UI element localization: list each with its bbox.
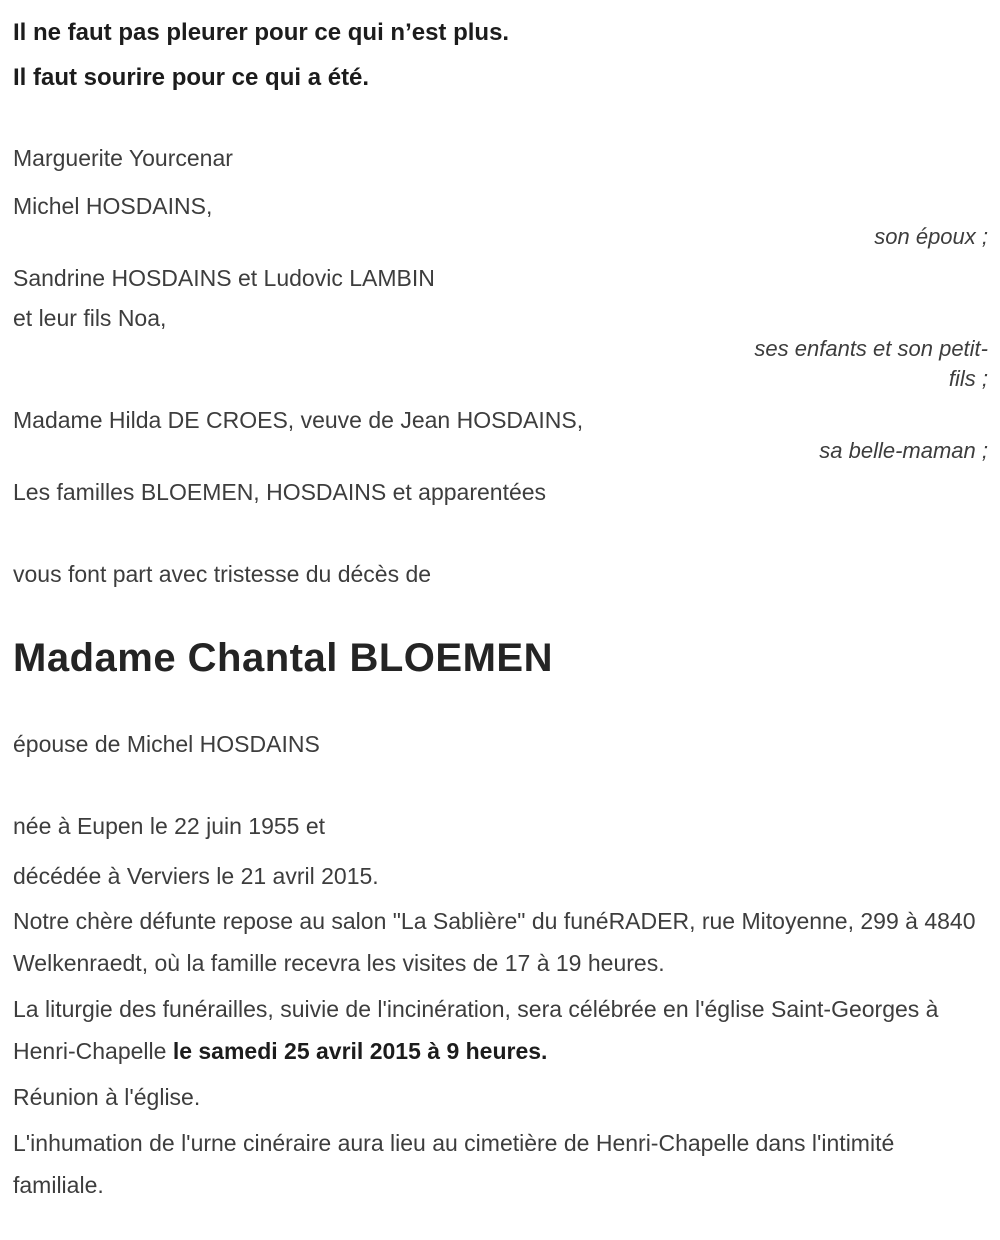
meeting-line: Réunion à l'église. <box>13 1084 201 1110</box>
relative-name: et leur fils Noa, <box>13 305 167 331</box>
relative-block-children <box>13 258 988 394</box>
page-title-deceased-name: Madame Chantal BLOEMEN <box>13 636 553 680</box>
birth-line: née à Eupen le 22 juin 1955 et <box>13 813 326 839</box>
announcement-line: vous font part avec tristesse du décès de <box>13 561 432 587</box>
funeral-paragraph <box>13 988 988 1072</box>
relative-block-families <box>13 472 988 512</box>
relatives-list <box>13 186 988 512</box>
visitation-paragraph: Notre chère défunte repose au salon "La Sablière" du funéRADER, rue Mitoyenne, 299 à 4840 Welkenraedt, où la famille recevra les visites de 17 à 19 heures. <box>13 908 976 976</box>
relative-name: Michel HOSDAINS, <box>13 193 213 219</box>
relative-name: Sandrine HOSDAINS et Ludovic LAMBIN <box>13 265 435 291</box>
relative-block-spouse <box>13 186 988 252</box>
relation-label: sa belle-maman ; <box>819 438 988 463</box>
relation-label: ses enfants et son petit-fils ; <box>754 336 988 391</box>
relative-block-mother-in-law <box>13 400 988 466</box>
relative-name: Les familles BLOEMEN, HOSDAINS et apparentées <box>13 479 547 505</box>
epigraph-line-2: Il faut sourire pour ce qui a été. <box>13 64 370 91</box>
spouse-line: épouse de Michel HOSDAINS <box>13 731 320 757</box>
life-dates <box>13 806 988 896</box>
funeral-text: La liturgie des funérailles, suivie de l'incinération, sera célébrée en l'église Saint-Georges à Henri-Chapelle <box>13 996 939 1064</box>
relative-name: Madame Hilda DE CROES, veuve de Jean HOSDAINS, <box>13 407 584 433</box>
epigraph <box>13 10 988 100</box>
relation-label: son époux ; <box>874 224 988 249</box>
funeral-date-bold: le samedi 25 avril 2015 à 9 heures. <box>172 1038 548 1064</box>
death-line: décédée à Verviers le 21 avril 2015. <box>13 863 379 889</box>
epigraph-attribution: Marguerite Yourcenar <box>13 145 233 171</box>
burial-paragraph: L'inhumation de l'urne cinéraire aura lieu au cimetière de Henri-Chapelle dans l'intimité familiale. <box>13 1130 895 1198</box>
epigraph-line-1: Il ne faut pas pleurer pour ce qui n’est plus. <box>13 19 510 46</box>
